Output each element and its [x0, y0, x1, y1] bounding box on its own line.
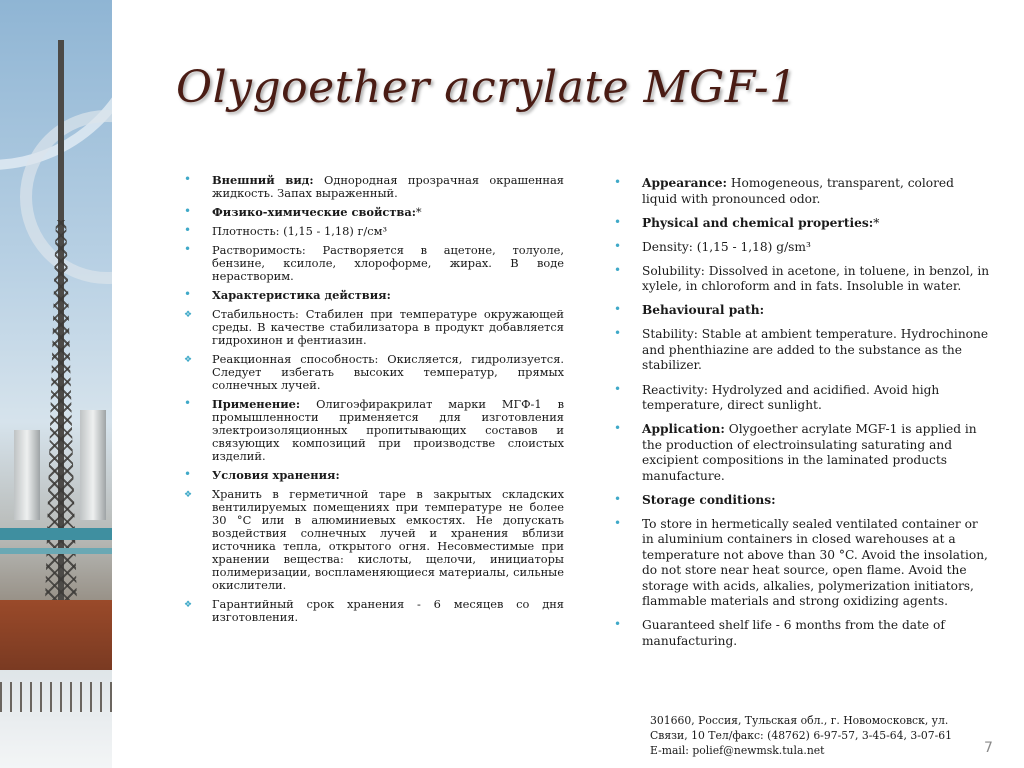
dot-bullet-icon: •: [184, 223, 192, 237]
contact-block: [650, 713, 952, 758]
list-item: [184, 289, 564, 302]
dot-bullet-icon: •: [184, 467, 192, 481]
dot-bullet-icon: •: [184, 204, 192, 218]
list-item: [184, 488, 564, 592]
item-text: Хранить в герметичной таре в закрытых складских вентилируемых помещениях при температуре не более 30 °С или в алюминиевых емкостях. Не допускать воздействия солнечных лучей и хранения вблизи источника тепла, открытого огня. Несовместимые при хранении вещества: кислоты, щелочи, инициаторы полимеризации, воспламеняющиеся материалы, сильные окислители.: [212, 487, 564, 592]
dot-bullet-icon: •: [614, 262, 622, 277]
item-text: Однородная прозрачная окрашенная жидкость. Запах выраженный.: [212, 173, 564, 200]
diamond-bullet-icon: ❖: [184, 600, 193, 610]
list-item: [614, 422, 992, 484]
list-item: [184, 225, 564, 238]
list-item: [614, 618, 992, 649]
list-item: [184, 398, 564, 463]
list-item: [614, 240, 992, 256]
dot-bullet-icon: •: [614, 381, 622, 396]
list-item: [184, 469, 564, 482]
list-item: [184, 174, 564, 200]
list-item: [184, 308, 564, 347]
storage-tank: [80, 410, 106, 520]
contact-email: E-mail: polief@newmsk.tula.net: [650, 744, 825, 757]
item-text: Olygoether acrylate MGF-1 is applied in the production of electroinsulating saturating and excipient compositions in the laminated products manufacture.: [642, 422, 977, 483]
item-text: Стабильность: Стабилен при температуре окружающей среды. В качестве стабилизатора в продукт добавляется гидрохинон и фентиазин.: [212, 307, 564, 347]
item-text: Гарантийный срок хранения - 6 месяцев со дня изготовления.: [212, 597, 564, 624]
page-number: 7: [984, 740, 993, 756]
contact-address: 301660, Россия, Тульская обл., г. Новомосковск, ул.: [650, 714, 949, 727]
dot-bullet-icon: •: [184, 172, 192, 186]
item-text: Homogeneous, transparent, colored liquid with pronounced odor.: [642, 176, 954, 206]
item-label: Physical and chemical properties:: [642, 215, 874, 230]
item-text: *: [415, 205, 422, 219]
dot-bullet-icon: •: [614, 214, 622, 229]
list-item: [184, 244, 564, 283]
item-text: Solubility: Dissolved in acetone, in toluene, in benzol, in xylele, in chloroform and in fats. Insoluble in water.: [642, 263, 990, 294]
slide-title: Olygoether acrylate MGF-1: [176, 62, 798, 113]
list-item: [614, 303, 992, 319]
list-item: [184, 598, 564, 624]
item-text: Stability: Stable at ambient temperature. Hydrochinone and phenthiazine are added to the substance as the stabilizer.: [642, 327, 989, 373]
item-label: Условия хранения:: [212, 468, 340, 482]
diamond-bullet-icon: ❖: [184, 310, 193, 320]
item-label: Application:: [642, 422, 725, 437]
industrial-photo: [0, 0, 112, 768]
diamond-bullet-icon: ❖: [184, 355, 193, 365]
dot-bullet-icon: •: [614, 175, 622, 189]
dot-bullet-icon: •: [614, 326, 622, 341]
item-text: To store in hermetically sealed ventilated container or in aluminium containers in closed warehouses at a temperature not above than 30 °C. Avoid the insolation, do not store near heat source, open flame. Avoid the storage with acids, alkalies, polymerization initiators, flammable materials and strong oxidizing agents.: [642, 516, 988, 609]
english-properties-list: [614, 176, 992, 658]
item-label: Характеристика действия:: [212, 288, 391, 302]
list-item: [614, 493, 992, 509]
contact-phone: Связи, 10 Тел/факс: (48762) 6-97-57, 3-45-64, 3-07-61: [650, 729, 952, 742]
item-text: Guaranteed shelf life - 6 months from the date of manufacturing.: [642, 618, 945, 648]
diamond-bullet-icon: ❖: [184, 490, 193, 500]
list-item: [614, 383, 992, 414]
item-text: Reactivity: Hydrolyzed and acidified. Avoid high temperature, direct sunlight.: [642, 382, 940, 413]
tower-lattice: [44, 220, 78, 640]
russian-properties-list: [184, 174, 564, 630]
list-item: [184, 206, 564, 219]
item-text: *: [873, 215, 880, 230]
item-text: Реакционная способность: Окисляется, гидролизуется. Следует избегать высоких температур, прямых солнечных лучей.: [212, 352, 564, 392]
dot-bullet-icon: •: [614, 617, 622, 632]
dot-bullet-icon: •: [614, 302, 622, 317]
item-label: Физико-химические свойства:: [212, 205, 416, 219]
list-item: [614, 517, 992, 610]
item-label: Behavioural path:: [642, 303, 765, 318]
pipeline: [0, 528, 112, 540]
dot-bullet-icon: •: [184, 396, 192, 410]
item-text: Олигоэфиракрилат марки МГФ-1 в промышленности применяется для изготовления электроизоляционных пропитывающих составов и связующих композиций при производстве слоистых изделий.: [212, 397, 564, 463]
dot-bullet-icon: •: [184, 242, 192, 256]
item-label: Appearance:: [642, 176, 728, 190]
list-item: [614, 176, 992, 207]
dot-bullet-icon: •: [614, 421, 622, 436]
list-item: [614, 327, 992, 374]
list-item: [614, 216, 992, 232]
dot-bullet-icon: •: [614, 491, 622, 506]
list-item: [614, 264, 992, 295]
plant-structure: [0, 600, 112, 670]
dot-bullet-icon: •: [614, 515, 622, 530]
pipeline: [0, 548, 112, 554]
item-label: Storage conditions:: [642, 492, 776, 507]
storage-tank: [14, 430, 40, 520]
item-text: Плотность: (1,15 - 1,18) г/см³: [212, 224, 388, 238]
item-text: Растворимость: Растворяется в ацетоне, толуоле, бензине, ксилоле, хлороформе, жирах. В воде нерастворим.: [212, 243, 564, 283]
item-label: Применение:: [212, 397, 301, 411]
dot-bullet-icon: •: [614, 238, 622, 253]
item-text: Density: (1,15 - 1,18) g/sm³: [642, 239, 811, 254]
list-item: [184, 353, 564, 392]
fence: [0, 682, 112, 712]
dot-bullet-icon: •: [184, 287, 192, 301]
item-label: Внешний вид:: [212, 173, 314, 187]
